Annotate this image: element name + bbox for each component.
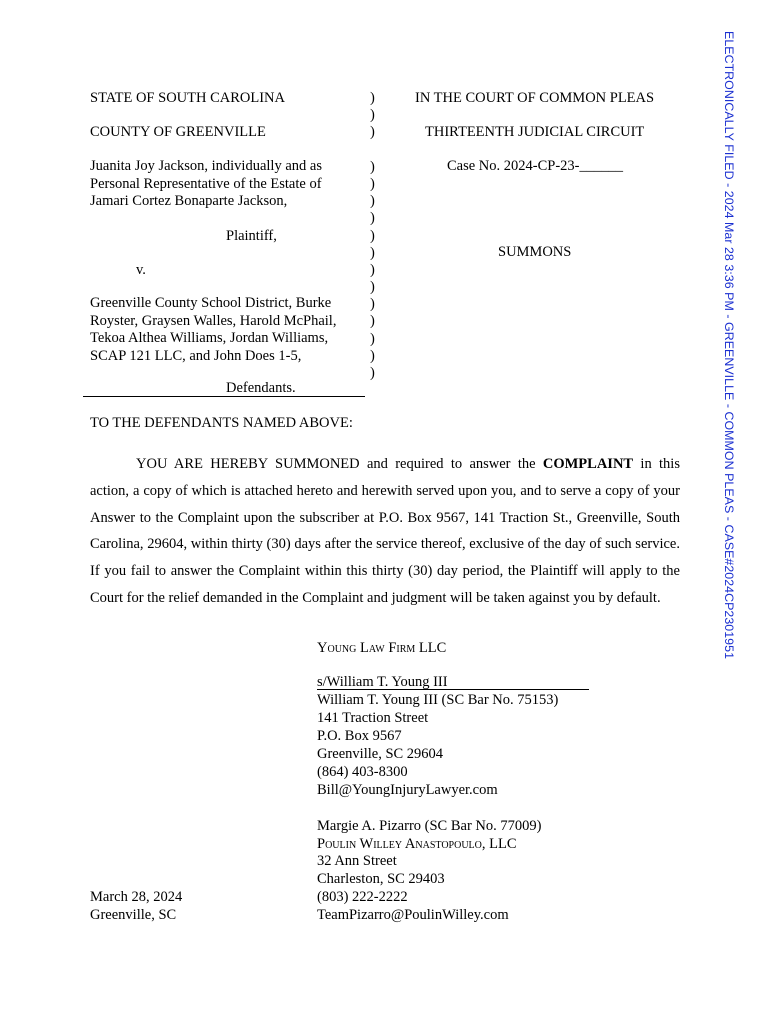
defendant-line-4: SCAP 121 LLC, and John Does 1-5, bbox=[90, 347, 302, 364]
signing-place: Greenville, SC bbox=[90, 907, 177, 923]
caption-rule bbox=[83, 396, 365, 397]
summons-text-start: YOU ARE HEREBY SUMMONED and required to answer the bbox=[136, 456, 543, 472]
firm1-signature: s/William T. Young III bbox=[317, 674, 448, 690]
document-title: SUMMONS bbox=[498, 244, 572, 260]
firm1-name: Young Law Firm LLC bbox=[317, 640, 447, 656]
addressee-line: TO THE DEFENDANTS NAMED ABOVE: bbox=[90, 415, 353, 431]
plaintiff-label: Plaintiff, bbox=[226, 228, 277, 244]
plaintiff-line-3: Jamari Cortez Bonaparte Jackson, bbox=[90, 193, 288, 209]
plaintiff-line-1: Juanita Joy Jackson, individually and as bbox=[90, 158, 322, 174]
versus-label: v. bbox=[136, 262, 146, 278]
summons-paragraph bbox=[90, 451, 680, 612]
plaintiff-line-2: Personal Representative of the Estate of bbox=[90, 175, 322, 192]
firm1-email[interactable]: Bill@YoungInjuryLawyer.com bbox=[317, 782, 498, 798]
firm2-city: Charleston, SC 29403 bbox=[317, 871, 445, 887]
firm2-street: 32 Ann Street bbox=[317, 853, 397, 869]
signature-line bbox=[317, 689, 589, 690]
county-heading: COUNTY OF GREENVILLE bbox=[90, 124, 266, 140]
circuit-heading: THIRTEENTH JUDICIAL CIRCUIT bbox=[425, 124, 645, 140]
defendant-line-2: Royster, Graysen Walles, Harold McPhail, bbox=[90, 312, 337, 329]
defendant-line-3: Tekoa Althea Williams, Jordan Williams, bbox=[90, 330, 329, 346]
firm2-name: Poulin Willey Anastopoulo, LLC bbox=[317, 836, 517, 852]
firm2-email[interactable]: TeamPizarro@PoulinWilley.com bbox=[317, 907, 509, 923]
electronic-filing-stamp: ELECTRONICALLY FILED - 2024 Mar 28 3:36 PM - GREENVILLE - COMMON PLEAS - CASE#2024CP2301951 bbox=[722, 31, 736, 660]
caption-parentheses: ) ) ) ) ) ) ) ) ) ) ) ) ) ) ) ) bbox=[370, 90, 375, 381]
firm1-city: Greenville, SC 29604 bbox=[317, 746, 444, 762]
case-number: Case No. 2024-CP-23-______ bbox=[447, 158, 624, 174]
firm1-phone: (864) 403-8300 bbox=[317, 764, 408, 780]
state-heading: STATE OF SOUTH CAROLINA bbox=[90, 90, 285, 106]
signing-date: March 28, 2024 bbox=[90, 889, 183, 905]
defendant-line-1: Greenville County School District, Burke bbox=[90, 295, 332, 311]
court-heading: IN THE COURT OF COMMON PLEAS bbox=[415, 90, 655, 106]
complaint-emphasis: COMPLAINT bbox=[542, 456, 634, 472]
firm2-attorney: Margie A. Pizarro (SC Bar No. 77009) bbox=[317, 818, 542, 834]
summons-text-rest: in this action, a copy of which is attached hereto and herewith served upon you, and to serve a copy of your Answer to the Complaint upon the subscriber at P.O. Box 9567, 141 Traction St., Greenville, South Carolina, 29604, within thirty (30) days after the service thereof, exclusive of the day of such service. If you fail to answer the Complaint within this thirty (30) day period, the Plaintiff will apply to the Court for the relief demanded in the Complaint and judgment will be taken against you by default. bbox=[90, 456, 680, 606]
firm1-street: 141 Traction Street bbox=[317, 710, 429, 726]
firm1-pobox: P.O. Box 9567 bbox=[317, 728, 402, 744]
defendant-label: Defendants. bbox=[226, 380, 296, 396]
firm2-phone: (803) 222-2222 bbox=[317, 889, 408, 905]
firm1-attorney: William T. Young III (SC Bar No. 75153) bbox=[317, 692, 559, 708]
